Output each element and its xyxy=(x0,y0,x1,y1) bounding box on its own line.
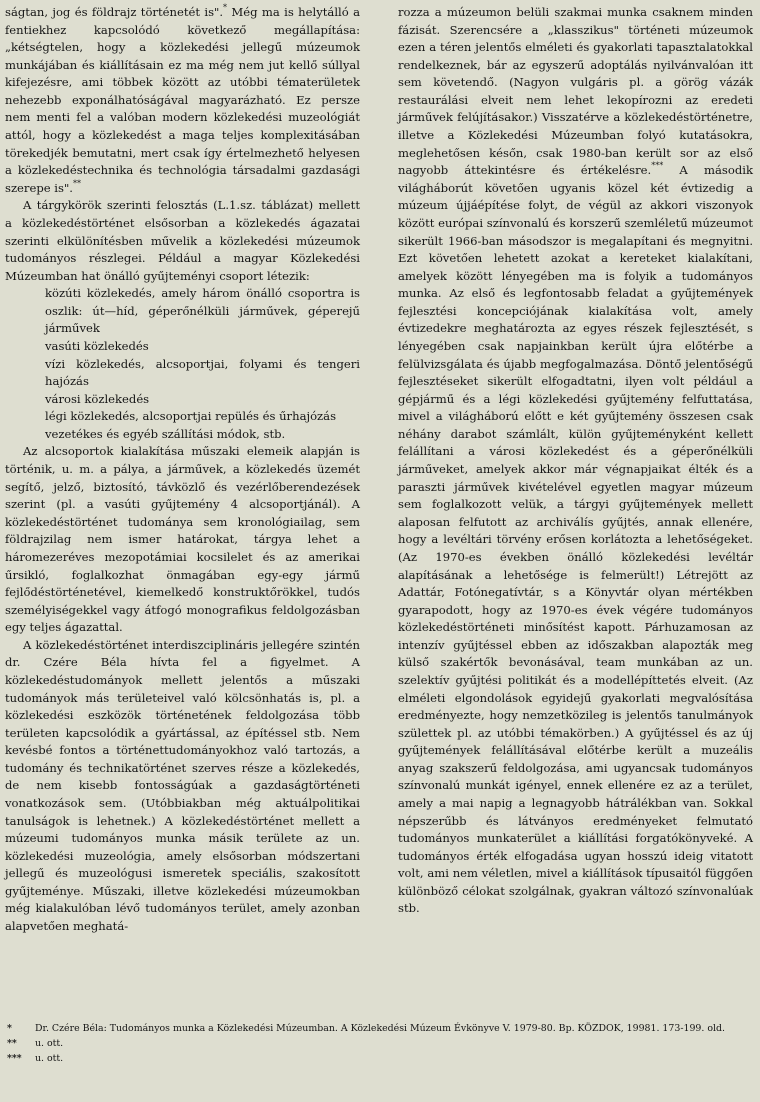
list-item: vízi közlekedés, alcsoportjai, folyami és tengeri hajózás xyxy=(45,356,360,389)
list-item: vezetékes és egyéb szállítási módok, stb. xyxy=(45,426,286,441)
right-column xyxy=(398,4,753,918)
left-paragraph-4: A közlekedéstörténet interdiszciplináris jellegére szintén dr. Czére Béla hívta fel a figyelmet. A közlekedéstudományok mellett jelentős a műszaki tudományok más területeivel való kölcsönhatás is, pl. a közlekedési eszközök történetének feldolgozása több területen kapcsolódik a gyártással, az építéssel stb. Nem kevésbé fontos a történettudományokhoz való tartozás, a tudomány és technikatörténet szerves része a közlekedés, de nem kisebb fontosságúak a gazdaságtörténeti vonatkozások sem. (Utóbbiakban még aktuálpolitikai tanulságok is lehetnek.) A közlekedéstörténet mellett a múzeumi tudományos munka másik területe az un. közlekedési muzeológia, amely elsősorban módszertani jellegű és muzeológusi ismeretek speciális, szakosított gyűjteménye. Műszaki, illetve közlekedési múzeumokban még kialakulóban lévő tudományos terület, amely azonban alapvetően meghatá- xyxy=(5,637,360,934)
left-paragraph-1-text-a: ságtan, jog és földrajz történetét is". xyxy=(5,5,224,19)
footnote xyxy=(5,1036,750,1051)
footnote-ref-3: *** xyxy=(651,161,664,171)
left-paragraph-2: A tárgykörök szerinti felosztás (L.1.sz. táblázat) mellett a közlekedéstörténet elsősorban a közlekedés ágazatai szerinti elkülönítésben művelik a közlekedési múzeumok tudományos részlegei. Például a magyar Közlekedési Múzeumban hat önálló gyűjteményi csoport létezik: xyxy=(5,198,360,283)
footnote-mark: *** xyxy=(7,1053,22,1065)
footnotes xyxy=(5,1021,750,1067)
left-paragraph-1-text-b: Még ma is helytálló a fentiekhez kapcsolódó következő megállapítása: „kétségtelen, hogy a közlekedési jellegű múzeumok munkájában és kiállításain ez ma még nem jut kellő súllyal kifejezésre, ami többek között az utóbbi tématerületek nehezebb exponálhatóságával magyarázható. Ez persze nem menti fel a valóban modern közlekedési muzeológiát attól, hogy a közlekedést a maga teljes komplexitásában törekedjék bemutatni, mert csak így értelmezhető helyesen a közlekedéstechnika és technológia társadalmi gazdasági szerepe is". xyxy=(5,5,361,195)
list-item: városi közlekedés xyxy=(45,391,150,406)
left-paragraph-3: Az alcsoportok kialakítása műszaki elemeik alapján is történik, u. m. a pálya, a járművek, a közlekedés üzemét segítő, jelző, biztosító, távközlő és vezérlőberendezések szerint (pl. a vasúti gyűjtemény 4 alcsoportjánál). A közlekedéstörténet tudománya sem kronológiailag, sem földrajzilag nem ismer határokat, tárgya lehet a háromezeréves mezopotámiai kocsilelet és az amerikai űrsikló, foglalkozhat önmagában egy-egy jármű fejlődéstörténetével, kiemelkedő konstruktőrökkel, tudós személyiségekkel vagy átfogó monografikus feldolgozásban egy teljes ágazattal. xyxy=(5,444,360,635)
right-paragraph-1 xyxy=(398,4,753,918)
footnote-ref-2: ** xyxy=(72,178,81,188)
footnote-text: u. ott. xyxy=(35,1038,64,1050)
collection-list xyxy=(5,285,360,443)
left-paragraph-1 xyxy=(5,4,360,197)
footnote-mark: ** xyxy=(7,1038,17,1050)
right-paragraph-1-text-a: rozza a múzeumon belüli szakmai munka csaknem minden fázisát. Szerencsére a „klasszikus" történeti múzeumok ezen a téren jelentős elméleti és gyakorlati tapasztalatokkal rendelkeznek, bár az egyszerű adoptálás nyilvánvalóan itt sem követendő. (Nagyon vulgáris pl. a görög vázák restaurálási elveit nem lehet lekopírozni az eredeti járművek felújításakor.) Visszatérve a közlekedéstörténetre, illetve a Közlekedési Múzeumban folyó kutatásokra, meglehetősen későn, csak 1980-ban került sor az első nagyobb áttekintésre és értékelésre. xyxy=(398,5,753,178)
footnote-ref-1: * xyxy=(223,3,228,13)
footnote xyxy=(5,1051,750,1066)
footnote-text: u. ott. xyxy=(35,1053,64,1065)
list-item: légi közlekedés, alcsoportjai repülés és űrhajózás xyxy=(45,409,337,424)
left-column xyxy=(5,4,360,936)
list-item: közúti közlekedés, amely három önálló csoportra is oszlik: út—híd, géperőnélküli járművek, géperejű járművek xyxy=(45,286,360,336)
footnote xyxy=(5,1021,750,1036)
footnote-text: Dr. Czére Béla: Tudományos munka a Közlekedési Múzeumban. A Közlekedési Múzeum Évkönyve V. 1979-80. Bp. KÖZDOK, 19981. 173-199. old. xyxy=(35,1023,725,1034)
right-paragraph-1-text-b: A második világháborút követően ugyanis közel két évtizedig a múzeum újjáépítése folyt, de végül az akkori viszonyok között európai színvonalú és korszerű szemléletű múzeumot sikerült 1966-ban másodszor is megalapítani és megnyitni. Ezt követően lehetett azokat a kereteket kialakítani, amelyek között lényegében ma is folyik a tudományos munka. Az első és legfontosabb feladat a gyűjtemények fejlesztési koncepciójának kialakítása volt, amely évtizedekre meghatározta az egyes részek fejlesztését, s lényegében csak napjainkban került újra előtérbe a felülvizsgálata és újabb megfogalmazása. Döntő jelentőségű fejlesztéseket sikerült elfogadtatni, ilyen volt például a gépjármű és a légi közlekedési gyűjtemény felfuttatása, mivel a világháború előtt e két gyűjtemény összesen csak néhány darabot számlált, külön gyűjteményként kellett felállítani a városi közlekedést és a géperőnélküli járműveket, amelyek akkor már végnapjaikat élték és a paraszti járművek kivételével egyetlen magyar múzeum sem foglalkozott velük, a tárgyi gyűjtemények mellett alaposan felfutott az archiválís gyűjtés, annak ellenére, hogy a levéltári törvény erősen korlátozta a lehetőségeket. (Az 1970-es években önálló közlekedési levéltár alapításának a lehetősége is felmerült!) Létrejött az Adattár, Fotónegatívtár, s a Könyvtár olyan mértékben gyarapodott, hogy az 1970-es évek végére tudományos közlekedéstörténeti minősítést kapott. Párhuzamosan az intenzív gyűjtéssel ebben az időszakban alapozták meg külső szakértők bevonásával, team munkában az un. szelektív gyűjtési politikát és a modellépíttetés elveit. (Az elméleti elgondolások egyidejű gyakorlati megvalósítása eredményezte, hogy nemzetközileg is jelentős tanulmányok születtek pl. az utóbbi témakörben.) A gyűjtéssel és az új gyűjtemények felállításával előtérbe került a muzeális anyag szakszerű feldolgozása, ami ugyancsak tudományos színvonalú munkát igényel, ennek ellenére ez az a terület, amely a mai napig a legnagyobb hátrálékban van. Sokkal népszerűbb és látványos eredményeket felmutató tudományos munkaterület a kiállítási forgatókönyveké. A tudományos érték elfogadása ugyan hosszú ideig vitatott volt, ami nem véletlen, mivel a kiállítások típusaitól függően különböző célokat szolgálnak, gyakran változó színvonalúak stb. xyxy=(398,163,754,916)
list-item: vasúti közlekedés xyxy=(45,338,149,353)
footnote-mark: * xyxy=(7,1023,12,1034)
